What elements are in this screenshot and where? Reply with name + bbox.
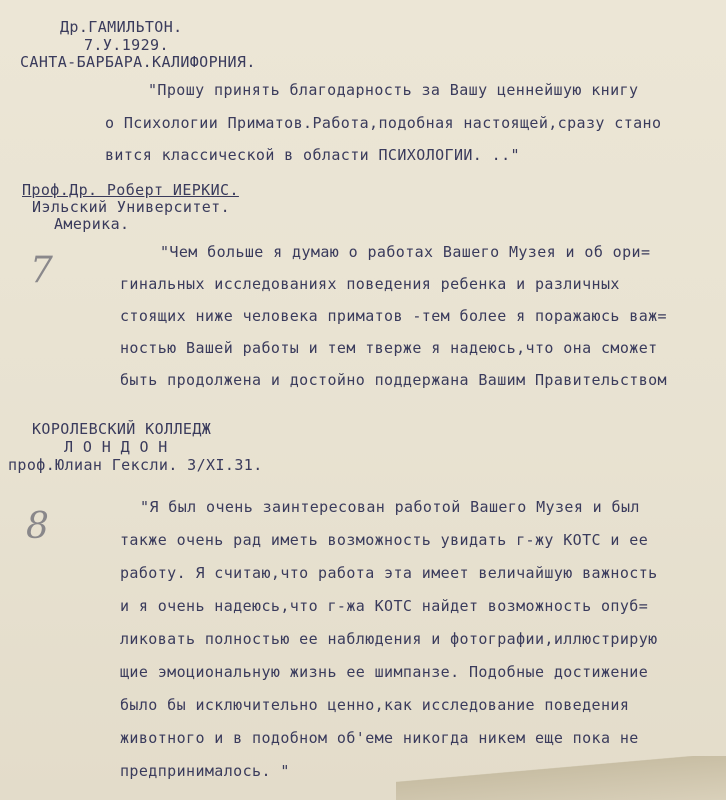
quote3-line: было бы исключительно ценно,как исследование поведения [120, 696, 630, 714]
header3-name: проф.Юлиан Гексли. 3/XI.31. [8, 456, 263, 474]
handwritten-number-7: 7 [30, 250, 53, 291]
header1-place: САНТА-БАРБАРА.КАЛИФОРНИЯ. [20, 53, 256, 71]
handwritten-number-8: 8 [26, 506, 49, 547]
quote2-line: гинальных исследованиях поведения ребенка и различных [120, 275, 620, 293]
quote2-line: ностью Вашей работы и тем тверже я надеюсь,что она сможет [120, 339, 658, 357]
torn-paper-edge [396, 756, 726, 800]
header2-place: Америка. [54, 215, 130, 233]
header2-org: Иэльский Университет. [32, 198, 231, 216]
header1-date: 7.У.1929. [84, 36, 169, 54]
header3-org: КОРОЛЕВСКИЙ КОЛЛЕДЖ [32, 420, 212, 438]
quote3-line: ликовать полностью ее наблюдения и фотографии,иллюстрирую [120, 630, 658, 648]
quote2-line: стоящих ниже человека приматов -тем более я поражаюсь важ= [120, 307, 667, 325]
quote3-line: и я очень надеюсь,что г-жа КОТС найдет возможность опуб= [120, 597, 649, 615]
quote2-line: "Чем больше я думаю о работах Вашего Музея и об ори= [160, 243, 651, 261]
quote3-line: животного и в подобном об'еме никогда никем еще пока не [120, 729, 639, 747]
quote1-line: о Психологии Приматов.Работа,подобная настоящей,сразу стано [105, 114, 662, 132]
quote3-line: работу. Я считаю,что работа эта имеет величайшую важность [120, 564, 658, 582]
quote3-line: щие эмоциональную жизнь ее шимпанзе. Подобные достижение [120, 663, 649, 681]
header2-name: Проф.Др. Роберт ИЕРКИС. [22, 181, 239, 199]
quote2-line: быть продолжена и достойно поддержана Вашим Правительством [120, 371, 667, 389]
quote3-line: также очень рад иметь возможность увидать г-жу КОТС и ее [120, 531, 649, 549]
quote1-line: "Прошу принять благодарность за Вашу ценнейшую книгу [148, 81, 639, 99]
header3-city: Л О Н Д О Н [64, 438, 168, 456]
header1-name: Др.ГАМИЛЬТОН. [60, 18, 183, 36]
quote3-line: предпринималось. " [120, 762, 290, 780]
quote1-line: вится классической в области ПСИХОЛОГИИ. .." [105, 146, 520, 164]
quote3-line: "Я был очень заинтересован работой Вашего Музея и был [140, 498, 640, 516]
